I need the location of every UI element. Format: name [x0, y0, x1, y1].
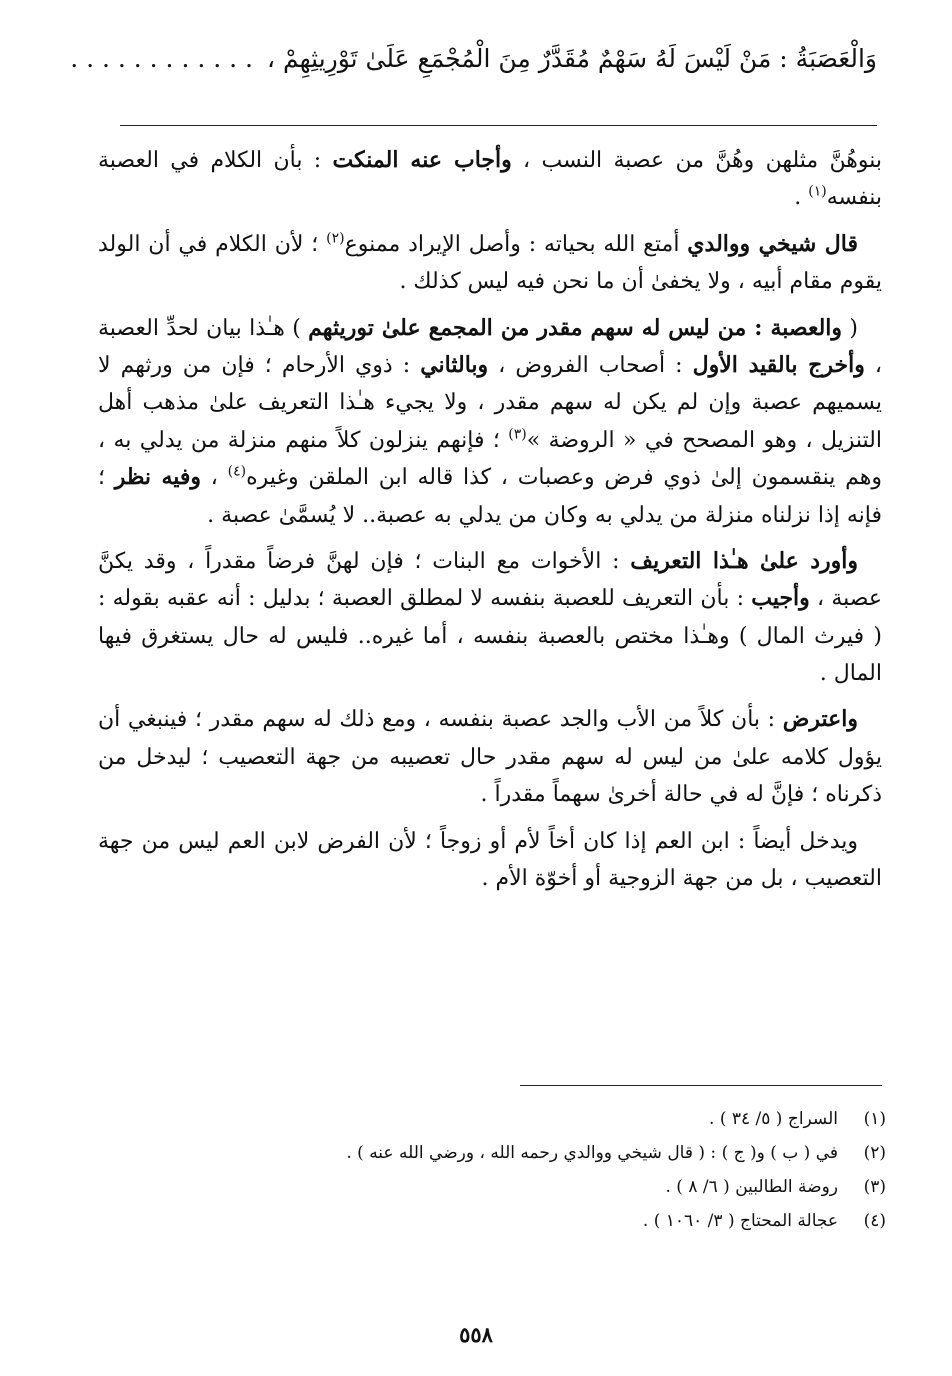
matn-header: [70, 44, 877, 73]
commentary-body: [98, 142, 882, 906]
text-span: أمتع الله بحياته : وأصل الإيراد ممنوع: [344, 231, 688, 257]
text-span: : بأن التعريف للعصبة بنفسه لا لمطلق العصبة ؛ بدليل : أنه عقبه بقوله : ( فيرث المال ) وهـٰذا مختص بالعصبة بنفسه ، أما غيره.. فليس له حال يستغرق فيها المال .: [98, 586, 882, 687]
footnote-ref[interactable]: (٣): [508, 426, 527, 443]
footnote-number: (٢): [863, 1143, 886, 1163]
matn-text: وَالْعَصَبَةُ : مَنْ لَيْسَ لَهُ سَهْمٌ مُقَدَّرٌ مِنَ الْمُجْمَعِ عَلَىٰ تَوْرِيثِهِمْ ،: [266, 44, 877, 73]
footnote-text: السراج ( ٥/ ٣٤ ) .: [709, 1109, 838, 1129]
header-divider: [120, 125, 877, 126]
paragraph-4: [98, 543, 882, 693]
text-span: .: [794, 185, 809, 211]
text-span: : بأن كلاً من الأب والجد عصبة بنفسه ، ومع ذلك له سهم مقدر ؛ فينبغي أن يؤول كلامه علىٰ من ليس له سهم مقدر حال تعصيبه من جهة التعصيب ؛ ليدخل من ذكرناه ؛ فإنَّ له في حالة أخرىٰ سهماً مقدراً .: [98, 707, 882, 808]
paragraph-2: [98, 226, 882, 301]
paragraph-3: [98, 310, 882, 534]
footnote-number: (٣): [863, 1177, 886, 1197]
paragraph-5: [98, 701, 882, 813]
footnote-text: عجالة المحتاج ( ٣/ ١٠٦٠ ) .: [642, 1211, 838, 1231]
footnote-item: [98, 1111, 886, 1128]
bold-span: وأورد علىٰ هـٰذا التعريف: [630, 547, 858, 574]
paragraph-6: [98, 823, 882, 898]
text-span: ) هـٰذا بيان لحدِّ العصبة ،: [98, 315, 883, 378]
bold-span: وأجاب عنه المنكت: [332, 147, 512, 173]
bold-span: وبالثاني: [420, 351, 489, 378]
text-span: ؛ لأن الكلام في أن الولد يقوم مقام أبيه ، ولا يخفىٰ أن ما نحن فيه ليس كذلك .: [98, 231, 882, 295]
bold-span: قال شيخي ووالدي: [687, 230, 858, 257]
footnote-number: (١): [863, 1109, 886, 1129]
bold-span: وفيه نظر: [114, 464, 202, 491]
bold-span: والعصبة : من ليس له سهم مقدر من المجمع علىٰ توريثهم: [308, 314, 843, 341]
footnote-item: [98, 1145, 886, 1162]
footnote-divider: [520, 1085, 882, 1086]
text-span: ؛ فإنهم ينزلون كلاً منهم منزلة من يدلي به ، وهم ينقسمون إلىٰ ذوي فرض وعصبات ، كذا قاله ابن الملقن وغيره: [98, 427, 882, 491]
bold-span: وأخرج بالقيد الأول: [692, 351, 865, 378]
footnote-item: [98, 1213, 886, 1230]
text-span: : ذوي الأرحام ؛ فإن من ورثهم لا يسميهم عصبة وإن لم يكن له سهم مقدر ، ولا يجيء هـٰذا التعريف علىٰ مذهب أهل التنزيل ، وهو المصحح في « الروضة »: [98, 352, 882, 453]
text-span: : الأخوات مع البنات ؛ فإن لهنَّ فرضاً مقدراً ، وقد يكنَّ عصبة ،: [98, 548, 882, 612]
footnote-ref[interactable]: (٢): [326, 230, 345, 247]
text-span: ،: [201, 465, 228, 491]
text-span: بنوهُنَّ مثلهن وهُنَّ من عصبة النسب ،: [511, 148, 882, 173]
footnote-item: [98, 1179, 886, 1196]
footnote-number: (٤): [863, 1211, 886, 1231]
text-span: (: [842, 315, 858, 341]
footnote-text: في ( ب ) و( ج ) : ( قال شيخي ووالدي رحمه الله ، ورضي الله عنه ) .: [346, 1143, 838, 1163]
bold-span: وأجيب: [751, 585, 810, 612]
footnotes: [98, 1111, 886, 1247]
footnote-text: روضة الطالبين ( ٦/ ٨ ) .: [665, 1177, 838, 1197]
paragraph-1: [98, 142, 882, 217]
text-span: ويدخل أيضاً : ابن العم إذا كان أخاً لأم أو زوجاً ؛ لأن الفرض لابن العم ليس من جهة التعصيب ، بل من جهة الزوجية أو أخوّة الأم .: [98, 828, 882, 892]
footnote-ref[interactable]: (١): [808, 184, 827, 201]
text-span: : بأن الكلام في العصبة بنفسه: [98, 148, 882, 211]
text-span: ؛ فإنه إذا نزلناه منزلة من يدلي به وكان من يدلي به عصبة.. لا يُسمَّىٰ عصبة .: [98, 465, 882, 528]
footnote-ref[interactable]: (٤): [227, 463, 247, 480]
bold-span: واعترض: [782, 706, 858, 733]
text-span: : أصحاب الفروض ،: [488, 352, 693, 378]
page-number: ٥٥٨: [459, 1322, 493, 1347]
matn-dots: . . . . . . . . . . . .: [70, 44, 253, 73]
